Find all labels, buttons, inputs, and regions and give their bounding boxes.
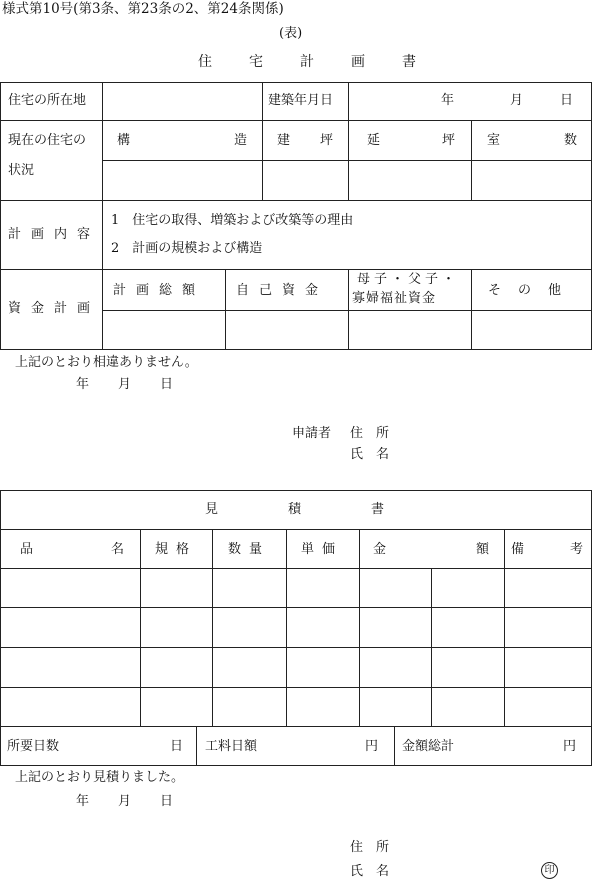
floor-area-field[interactable] (264, 162, 346, 198)
daily-fee-unit: 円 (365, 739, 379, 754)
applicant-name-label: 氏名 (350, 447, 403, 462)
spec-cell[interactable] (142, 649, 210, 685)
unit-price-header: 単価 (301, 542, 344, 557)
total-plan-field[interactable] (104, 312, 223, 347)
plan-content-item-2: 2 計画の規模および構造 (111, 241, 263, 256)
amount-sub-cell[interactable] (433, 609, 502, 645)
estimator-name-label: 氏名 (350, 864, 403, 879)
item-name-cell[interactable] (2, 609, 138, 645)
seal-icon: 印 (541, 862, 558, 879)
remarks-cell[interactable] (506, 570, 589, 605)
table-row (0, 607, 592, 647)
quantity-cell[interactable] (214, 649, 284, 685)
form-number: 様式第10号(第3条、第23条の2、第24条関係) (2, 1, 284, 17)
plan-statement: 上記のとおり相違ありません。 (15, 355, 198, 370)
funds-plan-label: 資金計画 (8, 301, 101, 316)
grand-total-label: 金額総計 (402, 739, 455, 754)
day-unit: 日 (560, 93, 574, 108)
form-side-label: (表) (279, 26, 303, 41)
required-days-label: 所要日数 (7, 739, 60, 754)
structure-header: 構 造 (117, 133, 247, 148)
estimate-title: 見積書 (205, 502, 455, 517)
grand-total-unit: 円 (563, 739, 577, 754)
rooms-field[interactable] (473, 162, 590, 198)
quantity-cell[interactable] (214, 689, 284, 724)
amount-sub-cell[interactable] (433, 689, 502, 724)
other-funds-header: その他 (488, 283, 579, 298)
amount-cell[interactable] (361, 570, 429, 605)
table-row (0, 647, 592, 687)
item-name-cell[interactable] (2, 689, 138, 724)
applicant-label: 申請者 (292, 426, 332, 441)
spec-cell[interactable] (142, 689, 210, 724)
unit-price-cell[interactable] (288, 689, 357, 724)
welfare-funds-header-line1: 母子・父子・ (357, 272, 460, 287)
unit-price-cell[interactable] (288, 570, 357, 605)
year-unit: 年 (441, 93, 455, 108)
unit-price-cell[interactable] (288, 649, 357, 685)
remarks-header: 備 考 (511, 542, 583, 557)
table-row (0, 568, 592, 607)
own-funds-field[interactable] (227, 312, 346, 347)
plan-date-year: 年 (76, 377, 90, 392)
other-funds-field[interactable] (473, 312, 590, 347)
spec-cell[interactable] (142, 609, 210, 645)
estimate-date-year: 年 (76, 794, 90, 809)
unit-price-cell[interactable] (288, 609, 357, 645)
required-days-unit: 日 (170, 739, 184, 754)
item-name-cell[interactable] (2, 570, 138, 605)
structure-field[interactable] (104, 162, 260, 198)
item-name-cell[interactable] (2, 649, 138, 685)
plan-date-day: 日 (160, 377, 174, 392)
estimate-date-day: 日 (160, 794, 174, 809)
total-floor-field[interactable] (350, 162, 469, 198)
built-date-field[interactable] (349, 84, 591, 119)
total-floor-header: 延 坪 (367, 133, 455, 148)
amount-sub-cell[interactable] (433, 649, 502, 685)
estimator-address-label: 住所 (350, 840, 403, 855)
built-date-label: 建築年月日 (268, 93, 334, 108)
remarks-cell[interactable] (506, 689, 589, 724)
floor-area-header: 建 坪 (277, 133, 333, 148)
amount-cell[interactable] (361, 609, 429, 645)
remarks-cell[interactable] (506, 649, 589, 685)
location-field[interactable] (110, 94, 255, 110)
spec-header: 規格 (155, 542, 198, 557)
rooms-header: 室 数 (487, 133, 577, 148)
location-label: 住宅の所在地 (8, 93, 87, 108)
quantity-cell[interactable] (214, 570, 284, 605)
welfare-funds-header-line2: 寡婦福祉資金 (352, 291, 437, 306)
amount-header: 金 額 (373, 542, 489, 557)
amount-cell[interactable] (361, 649, 429, 685)
estimate-statement: 上記のとおり見積りました。 (15, 770, 185, 785)
welfare-funds-field[interactable] (350, 312, 469, 347)
applicant-address-label: 住所 (350, 426, 403, 441)
plan-content-item-1: 1 住宅の取得、増築および改築等の理由 (111, 213, 354, 228)
plan-content-label: 計画内容 (8, 227, 101, 242)
month-unit: 月 (510, 93, 524, 108)
amount-cell[interactable] (361, 689, 429, 724)
amount-sub-cell[interactable] (433, 570, 502, 605)
remarks-cell[interactable] (506, 609, 589, 645)
estimate-date-month: 月 (118, 794, 132, 809)
table-row (0, 687, 592, 726)
daily-fee-label: 工料日額 (205, 739, 258, 754)
quantity-header: 数量 (228, 542, 271, 557)
quantity-cell[interactable] (214, 609, 284, 645)
current-status-label-line2: 状況 (8, 163, 35, 178)
page-title: 住宅計画書 (198, 54, 453, 70)
spec-cell[interactable] (142, 570, 210, 605)
plan-date-month: 月 (118, 377, 132, 392)
total-plan-header: 計画総額 (113, 283, 206, 298)
current-status-label-line1: 現在の住宅の (8, 133, 87, 148)
item-name-header: 品 名 (20, 542, 124, 557)
own-funds-header: 自己資金 (236, 283, 329, 298)
